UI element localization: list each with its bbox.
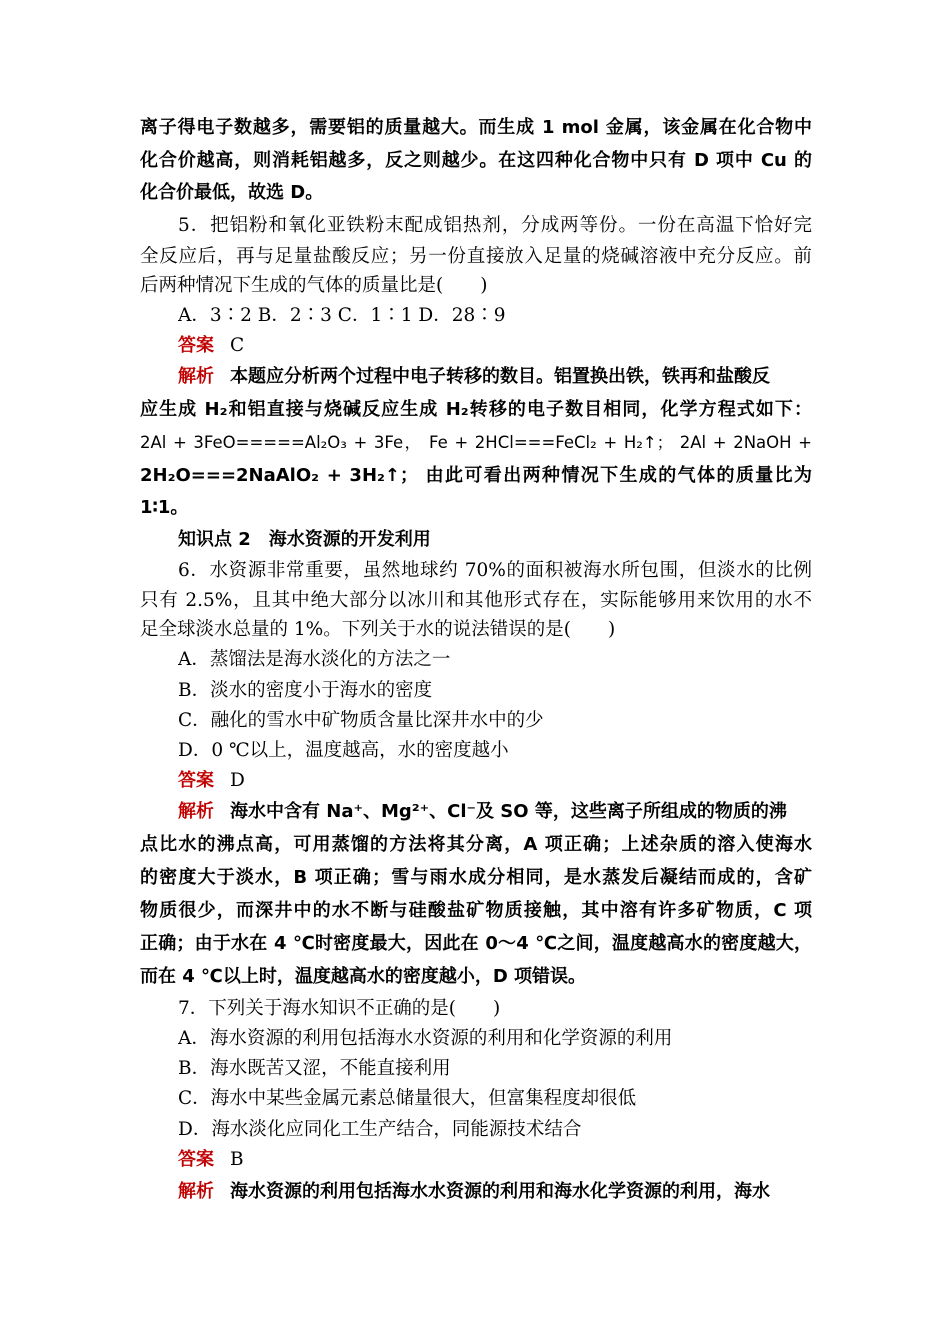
- analysis-line: 而在 4 ℃以上时，温度越高水的密度越小，D 项错误。: [140, 966, 587, 987]
- analysis-label: 解析: [178, 801, 214, 822]
- question-5-line: 全反应后，再与足量盐酸反应；另一份直接放入足量的烧碱溶液中充分反应。前: [140, 246, 812, 267]
- question-7-line: 7．下列关于海水知识不正确的是( ): [178, 998, 501, 1019]
- question-6-option: C．融化的雪水中矿物质含量比深井水中的少: [178, 710, 544, 731]
- analysis-line: 正确；由于水在 4 ℃时密度最大，因此在 0～4 ℃之间，温度越高水的密度越大，: [140, 933, 812, 954]
- section-heading: 知识点 2 海水资源的开发利用: [178, 529, 431, 550]
- answer-line: [178, 1145, 812, 1175]
- analysis-line: 物质很少，而深井中的水不断与硅酸盐矿物质接触，其中溶有许多矿物质，C 项: [140, 900, 812, 921]
- analysis-line: [178, 1177, 812, 1207]
- analysis-line: [178, 797, 812, 827]
- answer-line: [178, 331, 812, 361]
- question-6-option: A．蒸馏法是海水淡化的方法之一: [178, 649, 451, 670]
- question-6-line: 6．水资源非常重要，虽然地球约 70%的面积被海水所包围，但淡水的比例: [178, 560, 812, 581]
- equation-line: 2Al + 3FeO=====Al₂O₃ + 3Fe， Fe + 2HCl===FeCl₂ + H₂↑； 2Al + 2NaOH +: [140, 433, 812, 452]
- analysis-label: 解析: [178, 1181, 214, 1202]
- question-6-line: 足全球淡水总量的 1%。下列关于水的说法错误的是( ): [140, 619, 616, 640]
- analysis-line: 2H₂O===2NaAlO₂ + 3H₂↑； 由此可看出两种情况下生成的气体的质量比为: [140, 465, 812, 486]
- answer-label: 答案: [178, 770, 214, 791]
- analysis-line: [178, 362, 812, 392]
- analysis-line: 的密度大于淡水，B 项正确；雪与雨水成分相同，是水蒸发后凝结而成的，含矿: [140, 867, 812, 888]
- text-line: 化合价最低，故选 D。: [140, 182, 324, 203]
- analysis-text: 海水中含有 Na⁺、Mg²⁺、Cl⁻及 SO 等，这些离子所组成的物质的沸: [230, 801, 787, 822]
- answer-value: C: [230, 335, 245, 356]
- text-line: 化合价越高，则消耗铝越多，反之则越少。在这四种化合物中只有 D 项中 Cu 的: [140, 150, 812, 171]
- question-6-option: B．淡水的密度小于海水的密度: [178, 680, 433, 701]
- question-7-option: C．海水中某些金属元素总储量很大，但富集程度却很低: [178, 1088, 637, 1109]
- question-7-option: D．海水淡化应同化工生产结合，同能源技术结合: [178, 1119, 582, 1140]
- question-7-option: A．海水资源的利用包括海水水资源的利用和化学资源的利用: [178, 1028, 673, 1049]
- answer-label: 答案: [178, 335, 214, 356]
- question-6-line: 只有 2.5%，且其中绝大部分以冰川和其他形式存在，实际能够用来饮用的水不: [140, 590, 812, 611]
- question-5-options: A．3∶2 B．2∶3 C．1∶1 D．28∶9: [178, 305, 506, 326]
- analysis-label: 解析: [178, 366, 214, 387]
- question-5-line: 5．把铝粉和氧化亚铁粉末配成铝热剂，分成两等份。一份在高温下恰好完: [178, 215, 812, 236]
- analysis-text: 本题应分析两个过程中电子转移的数目。铝置换出铁，铁再和盐酸反: [230, 366, 770, 387]
- answer-label: 答案: [178, 1149, 214, 1170]
- analysis-line: 应生成 H₂和铝直接与烧碱反应生成 H₂转移的电子数目相同，化学方程式如下：: [140, 399, 812, 420]
- answer-line: [178, 766, 812, 796]
- question-5-line: 后两种情况下生成的气体的质量比是( ): [140, 275, 488, 296]
- analysis-line: 点比水的沸点高，可用蒸馏的方法将其分离，A 项正确；上述杂质的溶入使海水: [140, 834, 812, 855]
- analysis-text: 海水资源的利用包括海水水资源的利用和海水化学资源的利用，海水: [230, 1181, 770, 1202]
- question-6-option: D．0 ℃以上，温度越高，水的密度越小: [178, 740, 509, 761]
- question-7-option: B．海水既苦又涩，不能直接利用: [178, 1058, 451, 1079]
- text-line: 离子得电子数越多，需要铝的质量越大。而生成 1 mol 金属，该金属在化合物中: [140, 117, 812, 138]
- analysis-line: 1∶1。: [140, 497, 189, 518]
- answer-value: B: [230, 1149, 244, 1170]
- answer-value: D: [230, 770, 245, 791]
